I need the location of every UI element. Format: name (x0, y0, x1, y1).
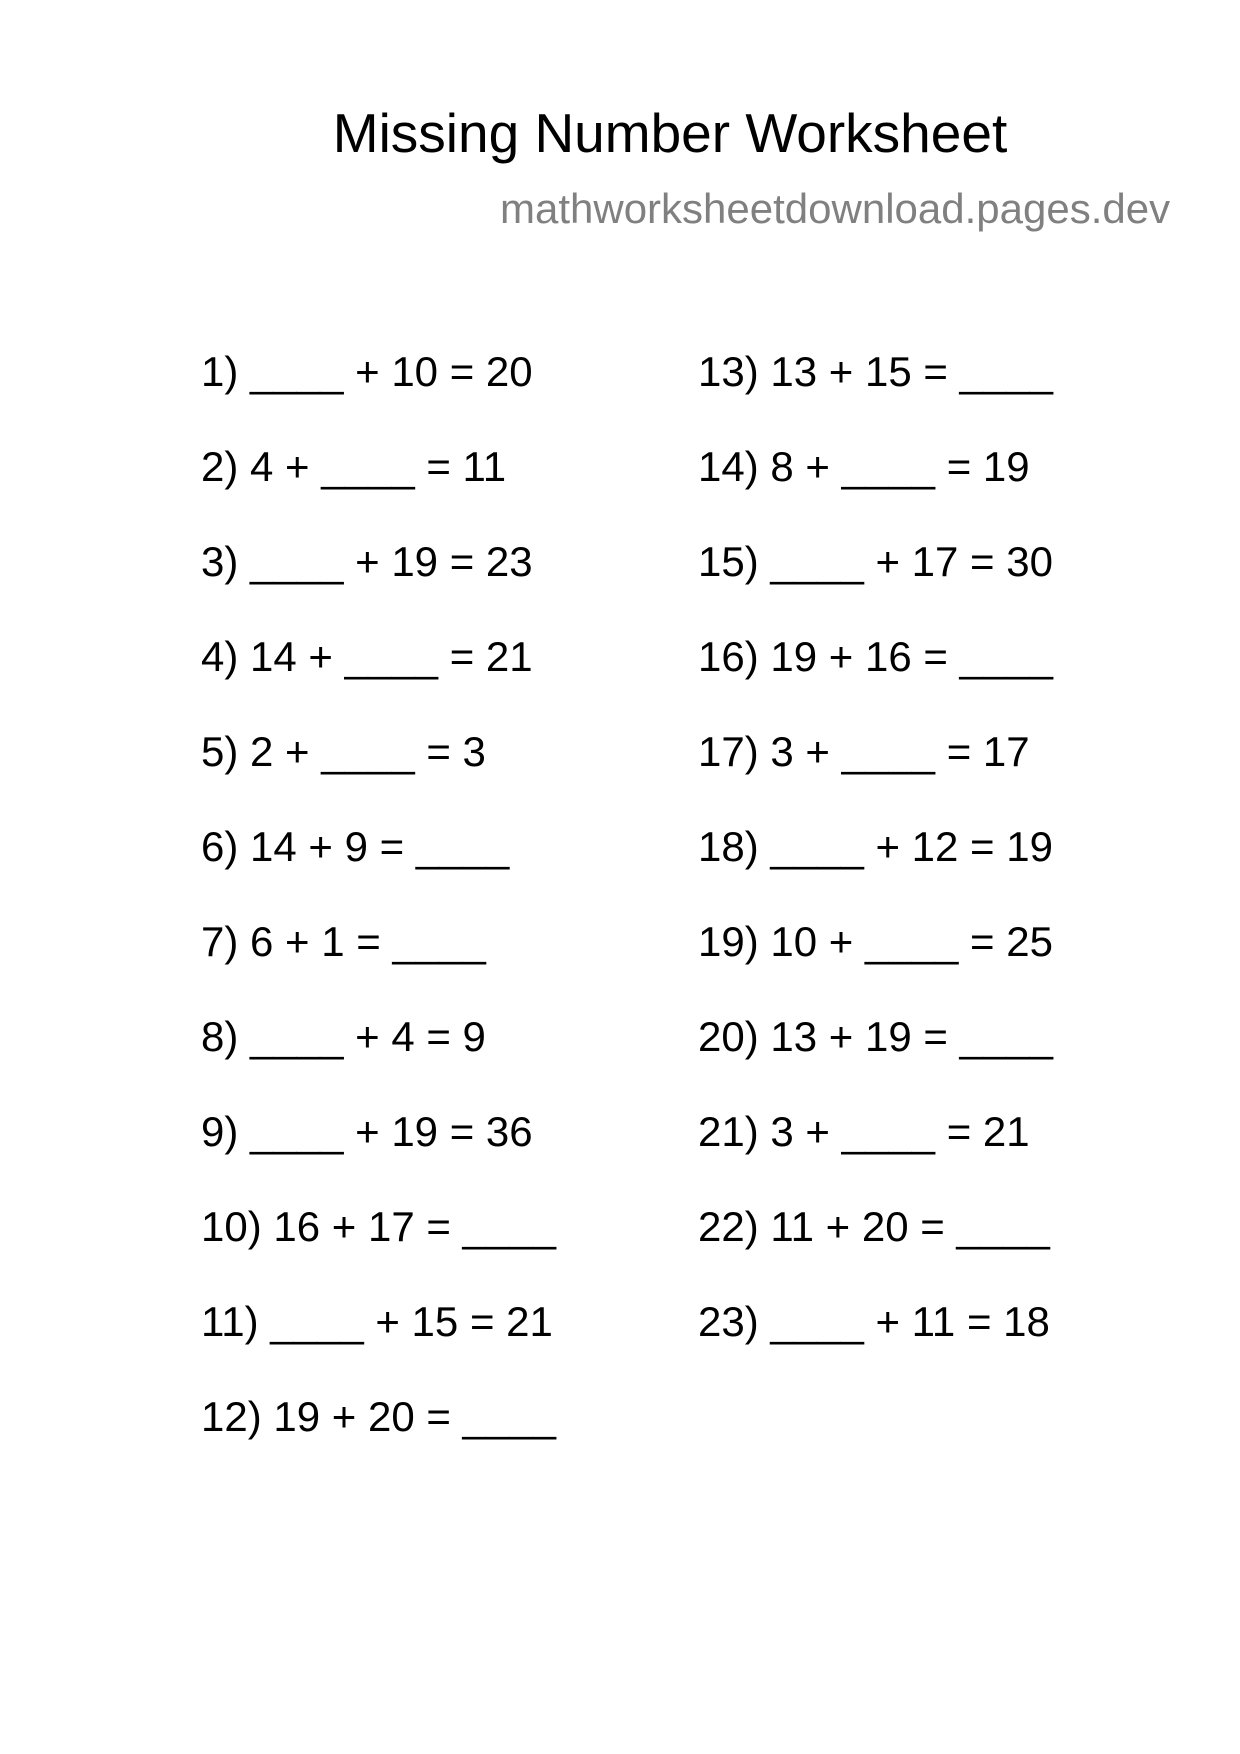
problem-12: 12) 19 + 20 = ____ (201, 1393, 556, 1440)
problem-6: 6) 14 + 9 = ____ (201, 823, 510, 870)
problems-column-right (698, 346, 1053, 1391)
problem-22: 22) 11 + 20 = ____ (698, 1203, 1050, 1250)
problem-8: 8) ____ + 4 = 9 (201, 1013, 486, 1060)
problem-19: 19) 10 + ____ = 25 (698, 918, 1053, 965)
problem-5: 5) 2 + ____ = 3 (201, 728, 486, 775)
problem-13: 13) 13 + 15 = ____ (698, 348, 1053, 395)
problem-15: 15) ____ + 17 = 30 (698, 538, 1053, 585)
worksheet-title: Missing Number Worksheet (332, 102, 1008, 164)
problem-21: 21) 3 + ____ = 21 (698, 1108, 1030, 1155)
problem-1: 1) ____ + 10 = 20 (201, 348, 533, 395)
problem-23: 23) ____ + 11 = 18 (698, 1298, 1050, 1345)
problem-3: 3) ____ + 19 = 23 (201, 538, 533, 585)
problem-9: 9) ____ + 19 = 36 (201, 1108, 533, 1155)
problem-10: 10) 16 + 17 = ____ (201, 1203, 556, 1250)
problem-14: 14) 8 + ____ = 19 (698, 443, 1030, 490)
problems-column-left (201, 346, 556, 1486)
problem-18: 18) ____ + 12 = 19 (698, 823, 1053, 870)
problem-2: 2) 4 + ____ = 11 (201, 443, 507, 490)
problem-4: 4) 14 + ____ = 21 (201, 633, 533, 680)
problem-11: 11) ____ + 15 = 21 (201, 1298, 553, 1345)
problem-20: 20) 13 + 19 = ____ (698, 1013, 1053, 1060)
site-url: mathworksheetdownload.pages.dev (500, 185, 1171, 232)
problem-7: 7) 6 + 1 = ____ (201, 918, 486, 965)
problem-17: 17) 3 + ____ = 17 (698, 728, 1030, 775)
problem-16: 16) 19 + 16 = ____ (698, 633, 1053, 680)
